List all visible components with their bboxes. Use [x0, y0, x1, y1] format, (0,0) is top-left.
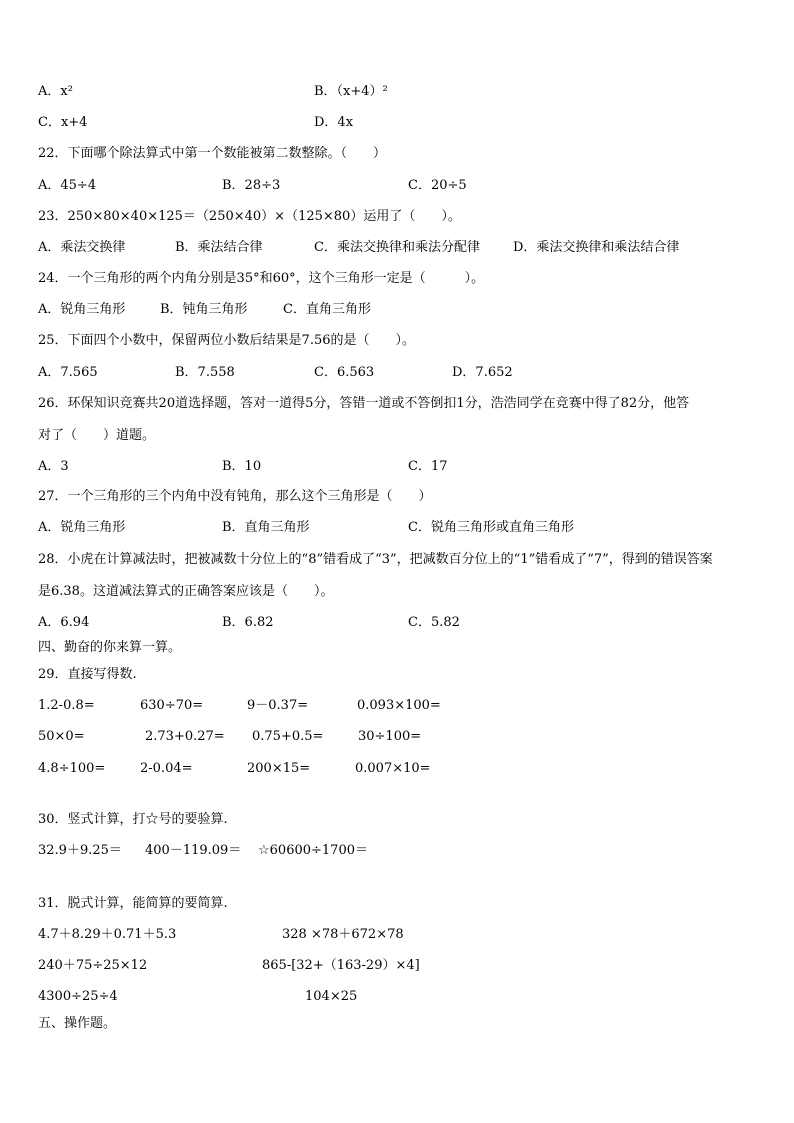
- q25-option-c: C．6.563: [314, 365, 375, 380]
- q28-option-b: B．6.82: [222, 615, 274, 630]
- question-30-stem: 30．竖式计算，打☆号的要验算.: [38, 812, 228, 827]
- q23-option-b: B．乘法结合律: [175, 240, 263, 255]
- question-29-stem: 29．直接写得数.: [38, 667, 137, 682]
- q31-item: 328 ×78＋672×78: [282, 927, 404, 942]
- q27-option-a: A．锐角三角形: [38, 520, 126, 535]
- q24-option-a: A．锐角三角形: [38, 302, 126, 317]
- section-5-heading: 五、操作题。: [38, 1016, 117, 1031]
- q24-option-b: B．钝角三角形: [160, 302, 248, 317]
- q29-item: 30÷100=: [358, 729, 422, 744]
- q30-item: 32.9＋9.25＝: [38, 843, 122, 858]
- q21-option-a: A．x²: [38, 84, 73, 99]
- question-26-stem-line2: 对了（ ）道题。: [38, 428, 156, 443]
- q21-option-d: D．4x: [314, 115, 354, 130]
- question-26-stem-line1: 26．环保知识竞赛共20道选择题，答对一道得5分，答错一道或不答倒扣1分，浩浩同学在竞赛中得了82分，他答: [38, 396, 690, 411]
- q28-option-a: A．6.94: [38, 615, 90, 630]
- question-23-stem: 23．250×80×40×125＝（250×40）×（125×80）运用了（ ）。: [38, 209, 461, 224]
- q26-option-c: C．17: [408, 459, 448, 474]
- section-4-heading: 四、勤奋的你来算一算。: [38, 640, 182, 655]
- q28-option-c: C．5.82: [408, 615, 460, 630]
- q29-item: 2-0.04=: [140, 761, 193, 776]
- q31-item: 240＋75÷25×12: [38, 958, 148, 973]
- q23-option-d: D．乘法交换律和乘法结合律: [513, 240, 680, 255]
- question-28-stem-line1: 28．小虎在计算减法时，把被减数十分位上的“8”错看成了“3”，把减数百分位上的“1”错看成了“7”，得到的错误答案: [38, 552, 713, 567]
- q25-option-d: D．7.652: [452, 365, 513, 380]
- q29-item: 0.75+0.5=: [252, 729, 324, 744]
- q24-option-c: C．直角三角形: [283, 302, 371, 317]
- question-31-stem: 31．脱式计算，能简算的要简算.: [38, 896, 228, 911]
- q29-item: 4.8÷100=: [38, 761, 106, 776]
- q30-item: ☆60600÷1700＝: [258, 843, 368, 858]
- q29-item: 9－0.37=: [247, 698, 309, 713]
- q22-option-c: C．20÷5: [408, 178, 467, 193]
- q23-option-c: C．乘法交换律和乘法分配律: [314, 240, 480, 255]
- q29-item: 2.73+0.27=: [145, 729, 225, 744]
- q29-item: 630÷70=: [140, 698, 204, 713]
- q23-option-a: A．乘法交换律: [38, 240, 126, 255]
- question-24-stem: 24．一个三角形的两个内角分别是35°和60°，这个三角形一定是（ ）。: [38, 271, 485, 286]
- q29-item: 0.007×10=: [355, 761, 431, 776]
- question-22-stem: 22．下面哪个除法算式中第一个数能被第二数整除。（ ）: [38, 146, 387, 161]
- q31-item: 4.7＋8.29＋0.71＋5.3: [38, 927, 177, 942]
- q25-option-a: A．7.565: [38, 365, 98, 380]
- q31-item: 4300÷25÷4: [38, 989, 118, 1004]
- q27-option-c: C．锐角三角形或直角三角形: [408, 520, 574, 535]
- q21-option-b: B．（x+4）²: [314, 84, 388, 99]
- q29-item: 200×15=: [247, 761, 311, 776]
- q25-option-b: B．7.558: [175, 365, 235, 380]
- q26-option-a: A．3: [38, 459, 69, 474]
- question-28-stem-line2: 是6.38。这道减法算式的正确答案应该是（ ）。: [38, 584, 334, 599]
- q22-option-b: B．28÷3: [222, 178, 281, 193]
- q29-item: 50×0=: [38, 729, 85, 744]
- question-27-stem: 27．一个三角形的三个内角中没有钝角，那么这个三角形是（ ）: [38, 489, 432, 504]
- q29-item: 1.2-0.8=: [38, 698, 95, 713]
- q26-option-b: B．10: [222, 459, 262, 474]
- q27-option-b: B．直角三角形: [222, 520, 310, 535]
- question-25-stem: 25．下面四个小数中，保留两位小数后结果是7.56的是（ ）。: [38, 333, 415, 348]
- q21-option-c: C．x+4: [38, 115, 88, 130]
- q31-item: 104×25: [305, 989, 358, 1004]
- q31-item: 865-[32+（163-29）×4]: [262, 958, 420, 973]
- q29-item: 0.093×100=: [357, 698, 441, 713]
- q30-item: 400－119.09＝: [145, 843, 242, 858]
- q22-option-a: A．45÷4: [38, 178, 97, 193]
